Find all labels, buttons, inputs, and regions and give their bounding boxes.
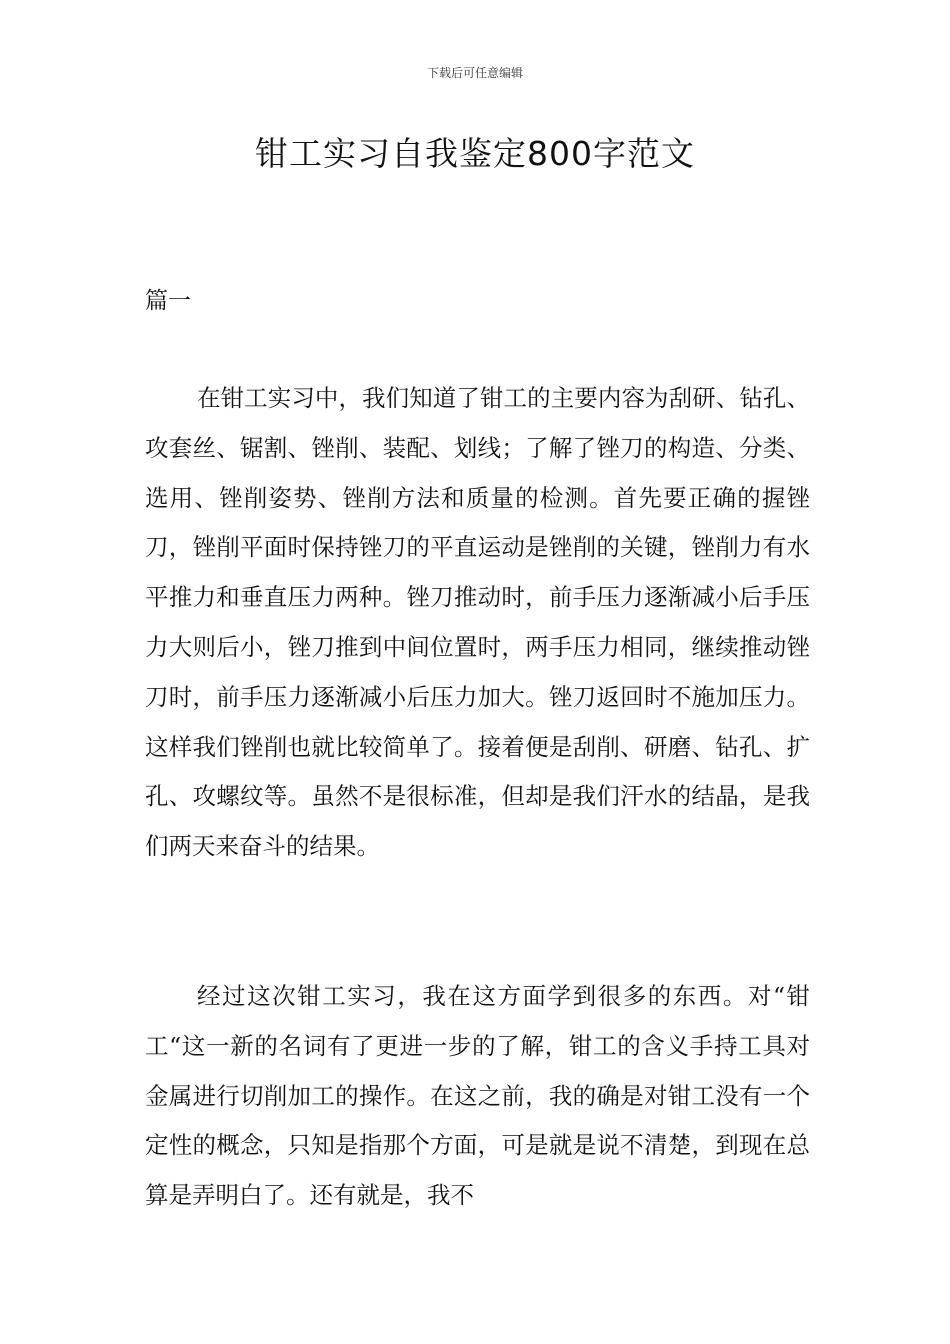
header-note: 下载后可任意编辑: [426, 66, 523, 80]
section-heading: 篇一: [145, 288, 191, 314]
body-paragraph-2: 经过这次钳工实习，我在这方面学到很多的东西。对“钳工“这一新的名词有了更进一步的了解，钳工的含义手持工具对金属进行切削加工的操作。在这之前，我的确是对钳工没有一个定性的概念，只知是指那个方面，可是就是说不清楚，到现在总算是弄明白了。还有就是，我不: [145, 982, 810, 1210]
body-paragraph-1: 在钳工实习中，我们知道了钳工的主要内容为刮研、钻孔、攻套丝、锯割、锉削、装配、划线；了解了锉刀的构造、分类、选用、锉削姿势、锉削方法和质量的检测。首先要正确的握锉刀，锉削平面时保持锉刀的平直运动是锉削的关键，锉削力有水平推力和垂直压力两种。锉刀推动时，前手压力逐渐减小后手压力大则后小，锉刀推到中间位置时，两手压力相同，继续推动锉刀时，前手压力逐渐减小后压力加大。锉刀返回时不施加压力。这样我们锉削也就比较简单了。接着便是刮削、研磨、钻孔、扩孔、攻螺纹等。虽然不是很标准，但却是我们汗水的结晶，是我们两天来奋斗的结果。: [145, 384, 810, 861]
document-title: 钳工实习自我鉴定800字范文: [255, 134, 695, 173]
